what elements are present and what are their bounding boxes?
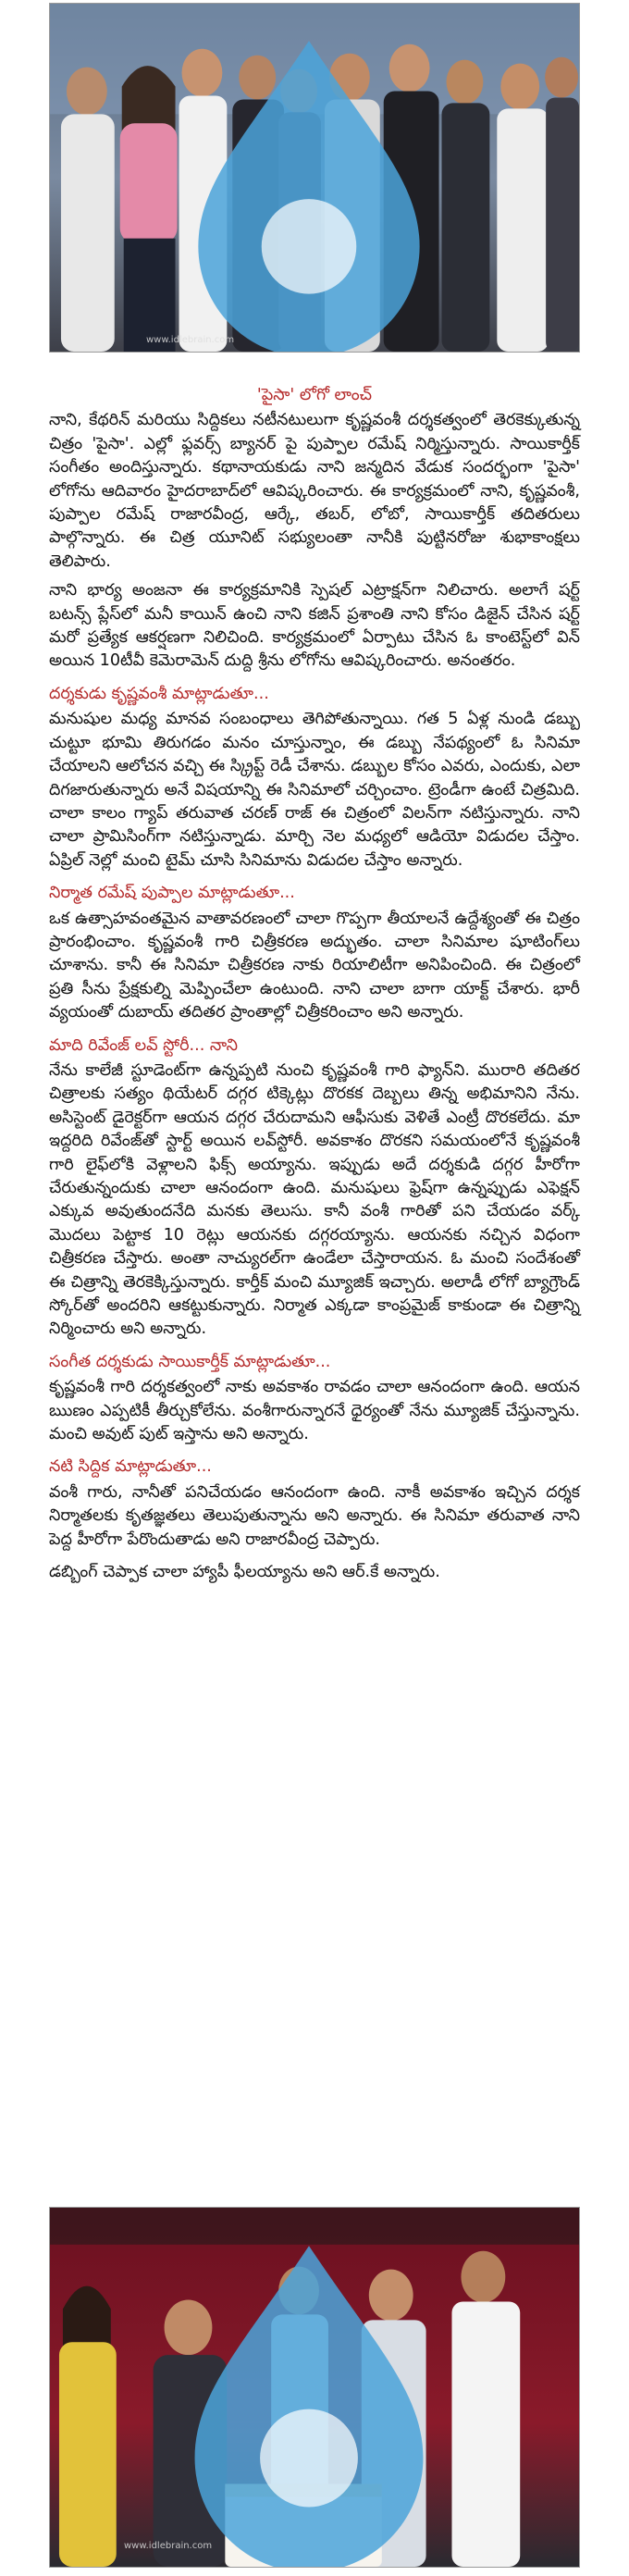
article-body: [49, 384, 580, 1591]
article-paragraph: మనుషుల మధ్య మానవ సంబంధాలు తెగిపోతున్నాయి. గత 5 ఏళ్ల నుండి డబ్బు చుట్టూ భూమి తిరుగడం మనం చూస్తున్నాం, ఈ డబ్బు నేపథ్యంలో ఓ సినిమా చేయాలని ఆలోచన వచ్చి ఈ స్క్రిప్ట్ రెడీ చేశాను. డబ్బుల కోసం ఎవరు, ఎందుకు, ఎలా దిగజారుతున్నారు అనే విషయాన్ని ఈ సినిమాలో చర్చించాం. ట్రెండీగా ఉంటే చిత్రమిది. చాలా కాలం గ్యాప్ తరువాత చరణ్ రాజ్ ఈ చిత్రంలో విలన్‌గా నటిస్తున్నారు. నాని చాలా ప్రామిసింగ్‌గా నటిస్తున్నాడు. మార్చి నెల మధ్యలో ఆడియో విడుదల చేస్తాం. ఏప్రిల్ నెల్లో మంచి టైమ్ చూసి సినిమాను విడుదల చేస్తాం అన్నారు.: [49, 710, 580, 870]
section-heading-music: సంగీత దర్శకుడు సాయికార్తీక్ మాట్లాడుతూ...: [49, 1352, 331, 1371]
event-photo-cake-cutting: [49, 2207, 580, 2568]
idlebrain-logo-icon: [49, 9, 574, 353]
section-heading-director: దర్శకుడు కృష్ణవంశీ మాట్లాడుతూ...: [49, 684, 269, 703]
article-paragraph: నాని భార్య అంజనా ఈ కార్యక్రమానికి స్పెషల్ ఎట్రాక్షన్‌గా నిలిచారు. అలాగే షర్ట్ బటన్స్ ప్లేస్‌లో మనీ కాయిన్ ఉంచి నాని కజిన్ ప్రశాంతి నాని కోసం డిజైన్ చేసిన షర్ట్ మరో ప్రత్యేక ఆకర్షణగా నిలిచింది. కార్యక్రమంలో ఏర్పాటు చేసిన ఓ కాంటెస్ట్‌లో విన్ అయిన 10టీవీ కెమెరామెన్ దుద్ది శ్రీను లోగోను ఆవిష్కరించారు. అనంతరం.: [49, 581, 580, 671]
article-paragraph: ఒక ఉత్సాహవంతమైన వాతావరణంలో చాలా గొప్పగా తీయాలనే ఉద్దేశ్యంతో ఈ చిత్రం ప్రారంభించాం. కృష్ణవంశీ గారి చిత్రీకరణ అద్భుతం. చాలా సినిమాల షూటింగ్‌లు చూశాను. కానీ ఈ సినిమా చిత్రీకరణ నాకు రియాలిటీగా అనిపించింది. ఈ చిత్రంలో ప్రతి సీను ప్రేక్షకుల్ని మెప్పించేలా ఉంటుంది. నాని చాలా బాగా యాక్ట్ చేశారు. భారీ వ్యయంతో దుబాయ్ తదితర ప్రాంతాల్లో చిత్రీకరించాం అని అన్నారు.: [49, 909, 580, 1022]
watermark-url: www.idlebrain.com: [146, 335, 235, 345]
section-heading-producer: నిర్మాత రమేష్ పుప్పాల మాట్లాడుతూ...: [49, 884, 295, 903]
article-title: 'పైసా' లోగో లాంచ్: [256, 386, 373, 404]
watermark-url: www.idlebrain.com: [124, 2541, 213, 2551]
article-paragraph: డబ్బింగ్ చెప్పాక చాలా హ్యాపీ ఫీలయ్యాను అని ఆర్.కే అన్నారు.: [49, 1563, 440, 1582]
event-photo-group: [49, 3, 580, 353]
section-heading-nani: మాది రివేంజ్ లవ్ స్టోరీ... నాని: [49, 1035, 238, 1055]
idlebrain-logo-icon: [49, 2213, 574, 2568]
article-paragraph: నాని, కేథరిన్ మరియు సిద్దికలు నటీనటులుగా కృష్ణవంశీ దర్శకత్వంలో తెరకెక్కుతున్న చిత్రం 'పైసా'. ఎల్లో ఫ్లవర్స్ బ్యానర్ పై పుప్పాల రమేష్ నిర్మిస్తున్నారు. సాయికార్తీక్ సంగీతం అందిస్తున్నారు. కథానాయకుడు నాని జన్మదిన వేడుక సందర్భంగా 'పైసా' లోగోను ఆదివారం హైదరాబాద్‌లో ఆవిష్కరించారు. ఈ కార్యక్రమంలో నాని, కృష్ణవంశీ, పుప్పాల రమేష్ రాజారవీంద్ర, ఆర్కే, తబర్, లోబో, సాయికార్తీక్ తదితరులు పాల్గొన్నారు. ఈ చిత్ర యూనిట్ సభ్యులంతా నానీకి పుట్టినరోజు శుభాకాంక్షలు తెలిపారు.: [49, 411, 580, 571]
article-paragraph: కృష్ణవంశీ గారి దర్శకత్వంలో నాకు అవకాశం రావడం చాలా ఆనందంగా ఉంది. ఆయన ఋణం ఎప్పటికీ తీర్చుకోలేను. వంశీగారున్నారనే ధైర్యంతో నేను మ్యూజిక్ చేస్తున్నాను. మంచి అవుట్ పుట్ ఇస్తాను అని అన్నారు.: [49, 1378, 580, 1444]
article-paragraph: వంశీ గారు, నానీతో పనిచేయడం ఆనందంగా ఉంది. నాకీ అవకాశం ఇచ్చిన దర్శక నిర్మాతలకు కృతజ్ఞతలు తెలుపుతున్నాను అని అన్నారు. ఈ సినిమా తరువాత నాని పెద్ద హీరోగా పేరొందుతాడు అని రాజారవీంద్ర చెప్పారు.: [49, 1482, 580, 1549]
section-heading-actress: నటి సిద్దిక మాట్లాడుతూ...: [49, 1457, 212, 1477]
article-paragraph: నేను కాలేజీ స్టూడెంట్‌గా ఉన్నప్పటి నుంచి కృష్ణవంశీ గారి ఫ్యాన్‌ని. మురారి తదితర చిత్రాలకు సత్యం థియేటర్ దగ్గర టిక్కెట్లు దొరకక దెబ్బలు తిన్న అభిమానిని నేను. అసిస్టెంట్ డైరెక్టర్‌గా ఆయన దగ్గర చేరుదామని ఆఫీసుకు వెళితే ఎంట్రీ దొరకలేదు. మా ఇద్దరిది రివేంజ్‌తో స్టార్ట్ అయిన లవ్‌స్టోరీ. అవకాశం దొరకని సమయంలోనే కృష్ణవంశీ గారి లైఫ్‌లోకి వెళ్లాలని ఫిక్స్ అయ్యాను. ఇప్పుడు అదే దర్శకుడి దగ్గర హీరోగా చేరుతున్నందుకు చాలా ఆనందంగా ఉంది. మనుషులు ఫ్రెష్‌గా ఉన్నప్పుడు ఎఫెక్షన్ ఎక్కువ అవుతుందనేది మనకు తెలుసు. కానీ వంశీ గారితో పని చేయడం వర్క్ మొదలు పెట్టాక 10 రెట్లు ఆయనకు దగ్గరయ్యాను. ఆయనకు నచ్చిన విధంగా చిత్రీకరణ చేస్తారు. అంతా నాచ్యురల్‌గా ఉండేలా చేస్తారాయన. ఓ మంచి సందేశంతో ఈ చిత్రాన్ని తెరకెక్కిస్తున్నారు. కార్తీక్ మంచి మ్యూజిక్ ఇచ్చారు. అలాడీ లోగో బ్యాగ్రౌండ్ స్కోర్‌తో అందరిని ఆకట్టుకున్నారు. నిర్మాత ఎక్కడా కాంప్రమైజ్ కాకుండా ఈ చిత్రాన్ని నిర్మించారు అని అన్నారు.: [49, 1060, 580, 1339]
